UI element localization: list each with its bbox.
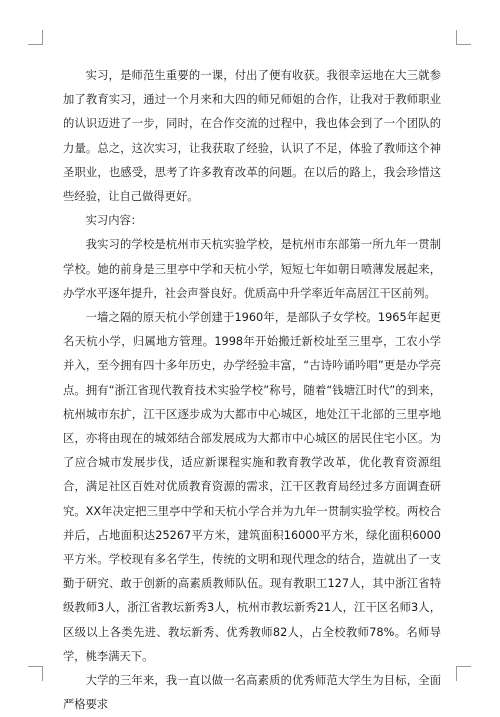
section-heading-content: 实习内容：	[85, 214, 143, 228]
paragraph-school-history: 一墙之隔的原天杭小学创建于1960年，是部队子女学校。1965年起更名天杭小学，归属地方管理。1998年开始搬迁新校址至三里亭，工农小学并入，至今拥有四十多年历史，办学经验丰富，“古诗吟诵吟唱”更是办学亮点。拥有“浙江省现代教育技术实验学校”称号，随着“钱塘江时代”的到来，杭州城市东扩，江干区逐步成为大都市中心城区，地处江干北部的三里亭地区，亦将由现在的城郊结合部发展成为大都市中心城区的居民住宅小区。为了应合城市发展步伐，适应新课程实施和教育教学改革，优化教育资源组合，满足社区百姓对优质教育资源的需求，江干区教育局经过多方面调查研究。XX年决定把三里亭中学和天杭小学合并为九年一贯制实验学校。两校合并后，占地面积达25267平方米，建筑面积16000平方米，绿化面积6000平方米。学校现有多名学生，传统的文明和现代理念的结合，造就出了一支勤于研究、敢于创新的高素质教师队伍。现有教职工127人，其中浙江省特级教师3人，浙江省教坛新秀3人，杭州市教坛新秀21人，江干区名师3人，区级以上各类先进、教坛新秀、优秀教师82人，占全校教师78%。名师导学，桃李满天下。	[63, 311, 441, 663]
crop-mark-top-left	[28, 30, 43, 45]
crop-mark-top-right	[456, 30, 471, 45]
document-body	[63, 64, 441, 717]
crop-mark-bottom-right	[456, 666, 471, 681]
paragraph-intro: 实习，是师范生重要的一课，付出了便有收获。我很幸运地在大三就参加了教育实习，通过一个月来和大四的师兄师姐的合作，让我对于教师职业的认识迈进了一步，同时，在合作交流的过程中，我也体会到了一个团队的力量。总之，这次实习，让我获取了经验，认识了不足，体验了教师这个神圣职业，也感受，思考了许多教育改革的问题。在以后的路上，我会珍惜这些经验，让自己做得更好。	[63, 69, 441, 204]
paragraph-university: 大学的三年来，我一直以做一名高素质的优秀师范大学生为目标，全面严格要求	[63, 674, 441, 712]
crop-mark-bottom-left	[28, 666, 43, 681]
paragraph-school-intro: 我实习的学校是杭州市天杭实验学校，是杭州市东部第一所九年一贯制学校。她的前身是三里亭中学和天杭小学，短短七年如朝日喷薄发展起来，办学水平逐年提升，社会声誉良好。优质高中升学率近年高居江干区前列。	[63, 238, 441, 300]
